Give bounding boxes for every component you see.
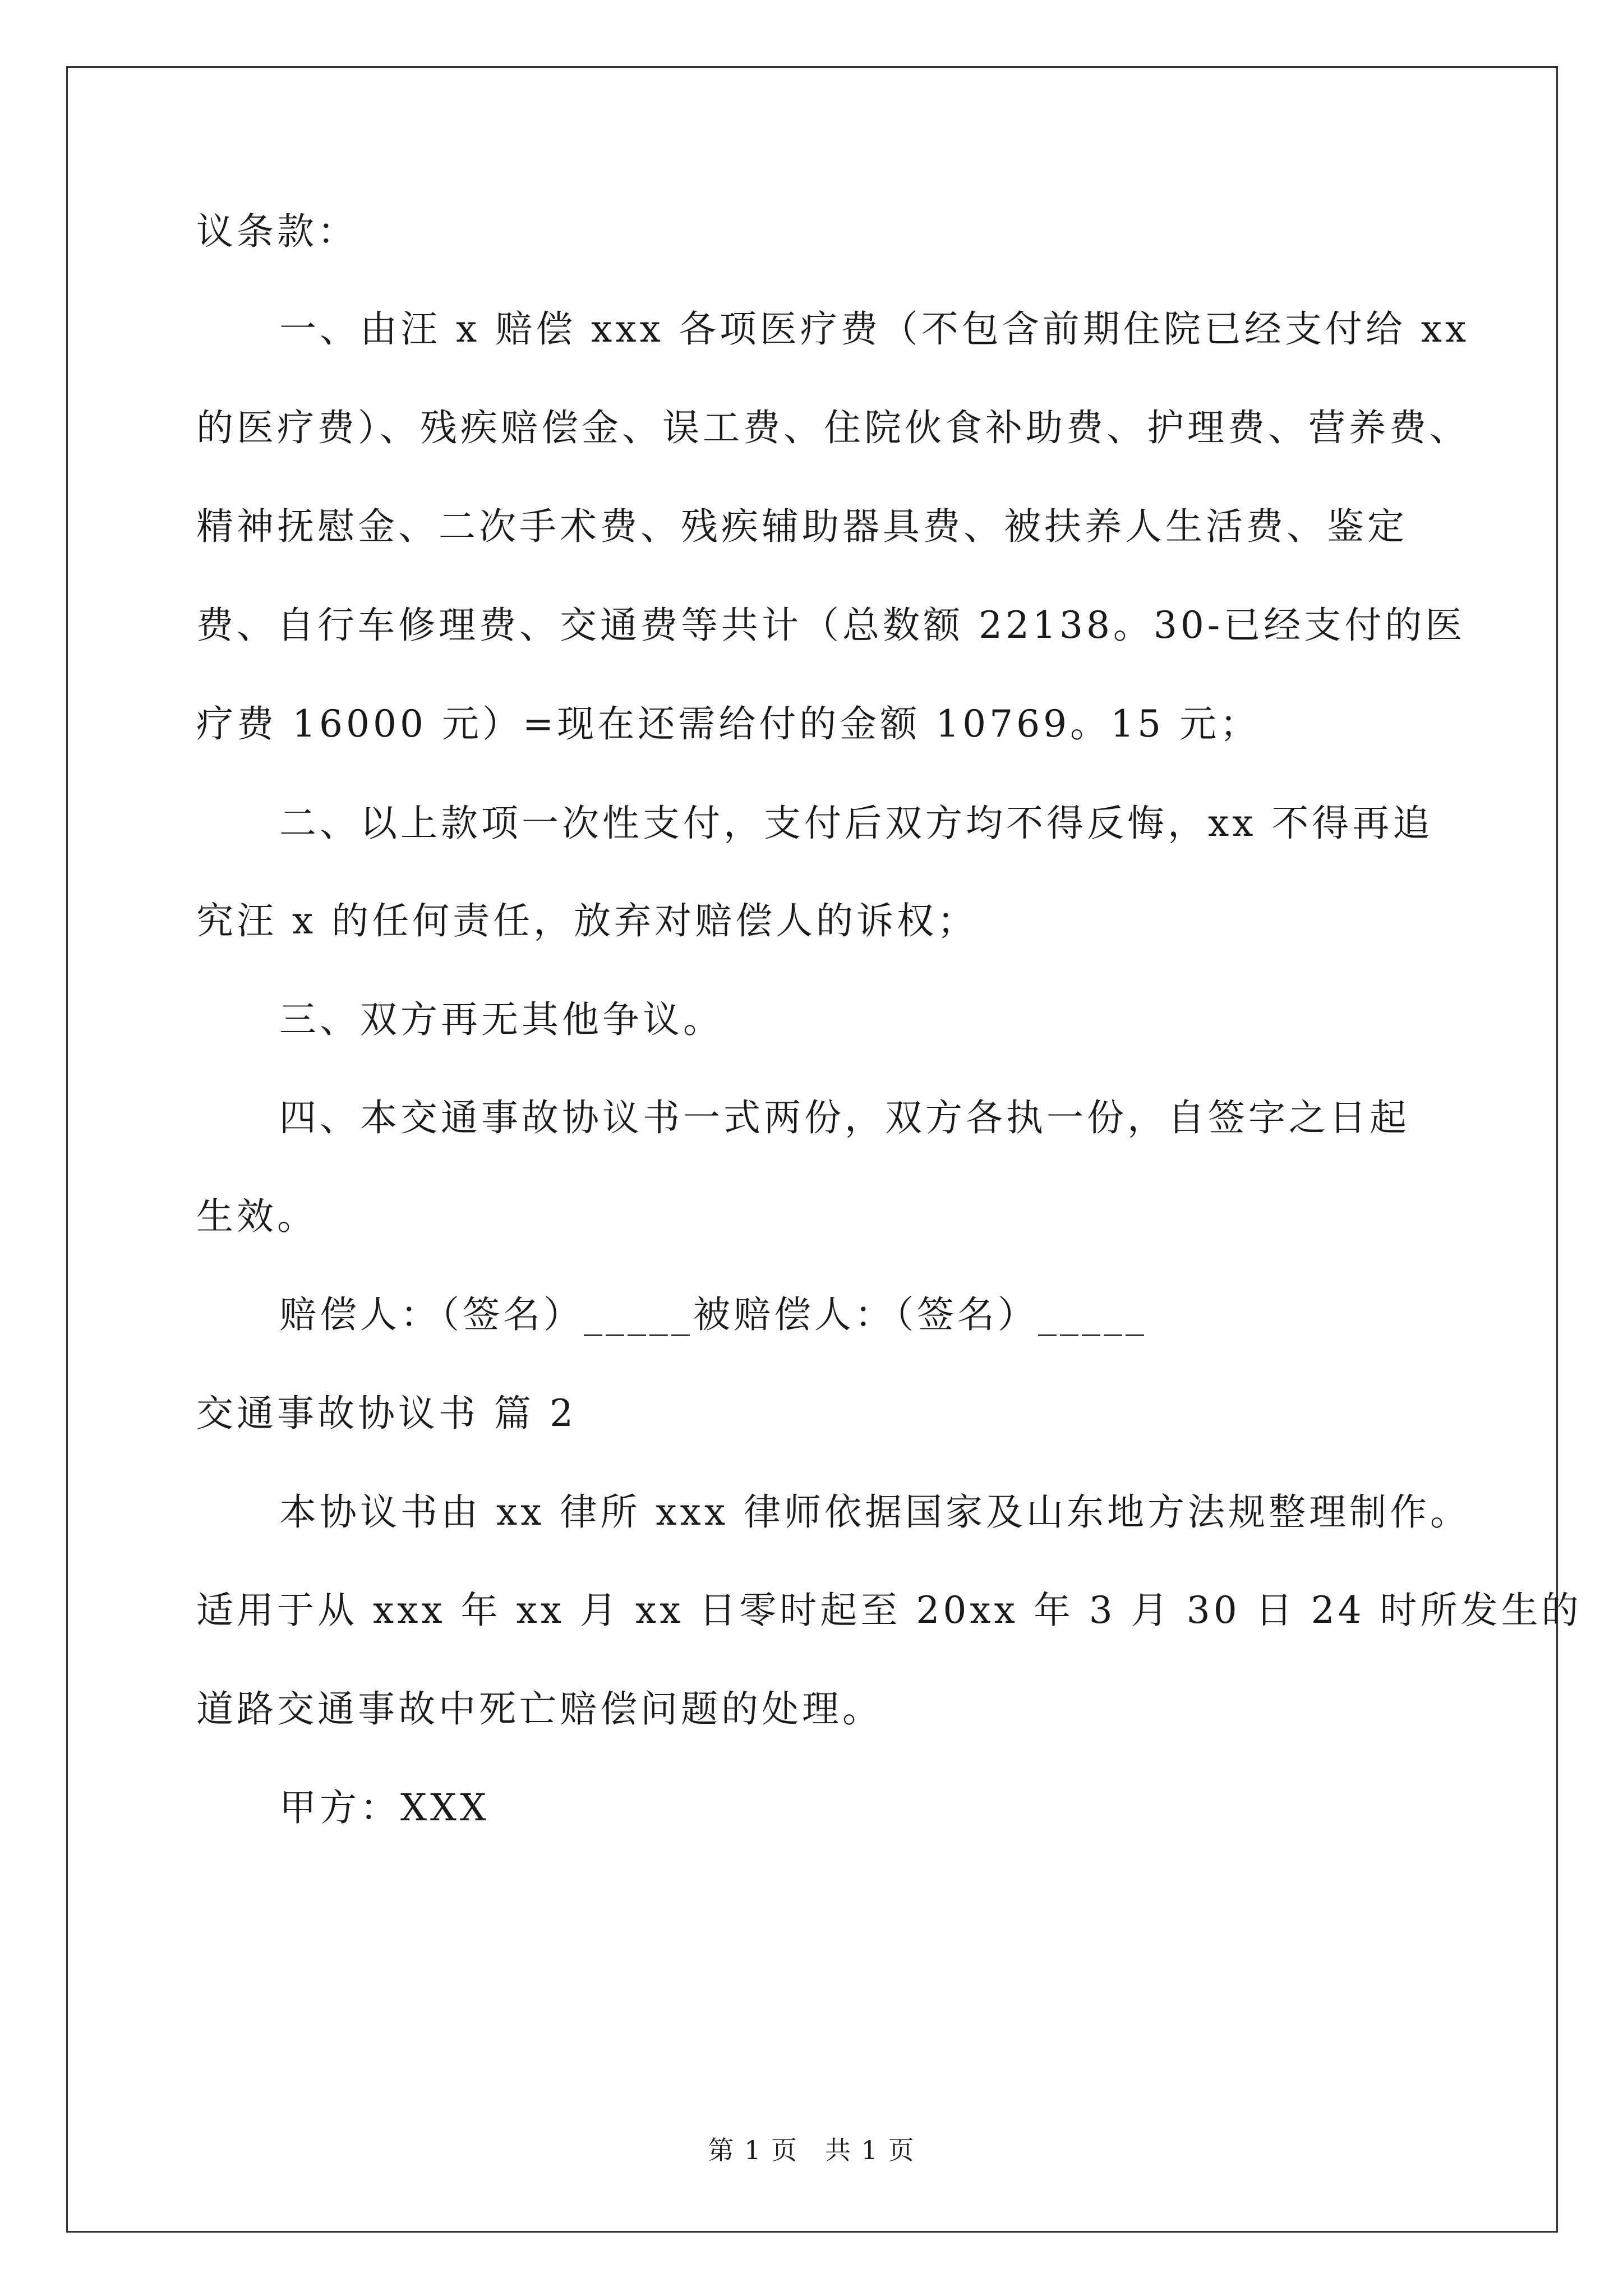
text-line: 疗费 16000 元）=现在还需给付的金额 10769。15 元； bbox=[196, 702, 1261, 746]
party-a-line: 甲方：XXX bbox=[279, 1786, 490, 1829]
text-line: 究汪 x 的任何责任，放弃对赔偿人的诉权； bbox=[196, 899, 978, 942]
text-line: 议条款： bbox=[196, 210, 358, 253]
text-line: 精神抚慰金、二次手术费、残疾辅助器具费、被扶养人生活费、鉴定 bbox=[196, 505, 1408, 548]
text-line: 生效。 bbox=[196, 1195, 317, 1238]
text-line: 一、由汪 x 赔偿 xxx 各项医疗费（不包含前期住院已经支付给 xx bbox=[279, 307, 1470, 351]
page-frame bbox=[66, 66, 1558, 2233]
text-line: 四、本交通事故协议书一式两份，双方各执一份，自签字之日起 bbox=[279, 1096, 1410, 1139]
text-line: 二、以上款项一次性支付，支付后双方均不得反悔，xx 不得再追 bbox=[279, 802, 1433, 845]
text-line: 费、自行车修理费、交通费等共计（总数额 22138。30-已经支付的医 bbox=[196, 604, 1466, 647]
text-line: 的医疗费）、残疾赔偿金、误工费、住院伙食补助费、护理费、营养费、 bbox=[196, 406, 1470, 449]
text-line: 三、双方再无其他争议。 bbox=[279, 998, 723, 1041]
section-heading: 交通事故协议书 篇 2 bbox=[196, 1392, 577, 1435]
signature-line: 赔偿人：（签名）_____被赔偿人：（签名）_____ bbox=[279, 1293, 1147, 1336]
text-line: 道路交通事故中死亡赔偿问题的处理。 bbox=[196, 1687, 883, 1731]
page-footer: 第 1 页 共 1 页 bbox=[708, 2135, 915, 2165]
text-line: 适用于从 xxx 年 xx 月 xx 日零时起至 20xx 年 3 月 30 日 24 时所发生的 bbox=[196, 1589, 1582, 1632]
text-line: 本协议书由 xx 律所 xxx 律师依据国家及山东地方法规整理制作。 bbox=[279, 1490, 1471, 1534]
